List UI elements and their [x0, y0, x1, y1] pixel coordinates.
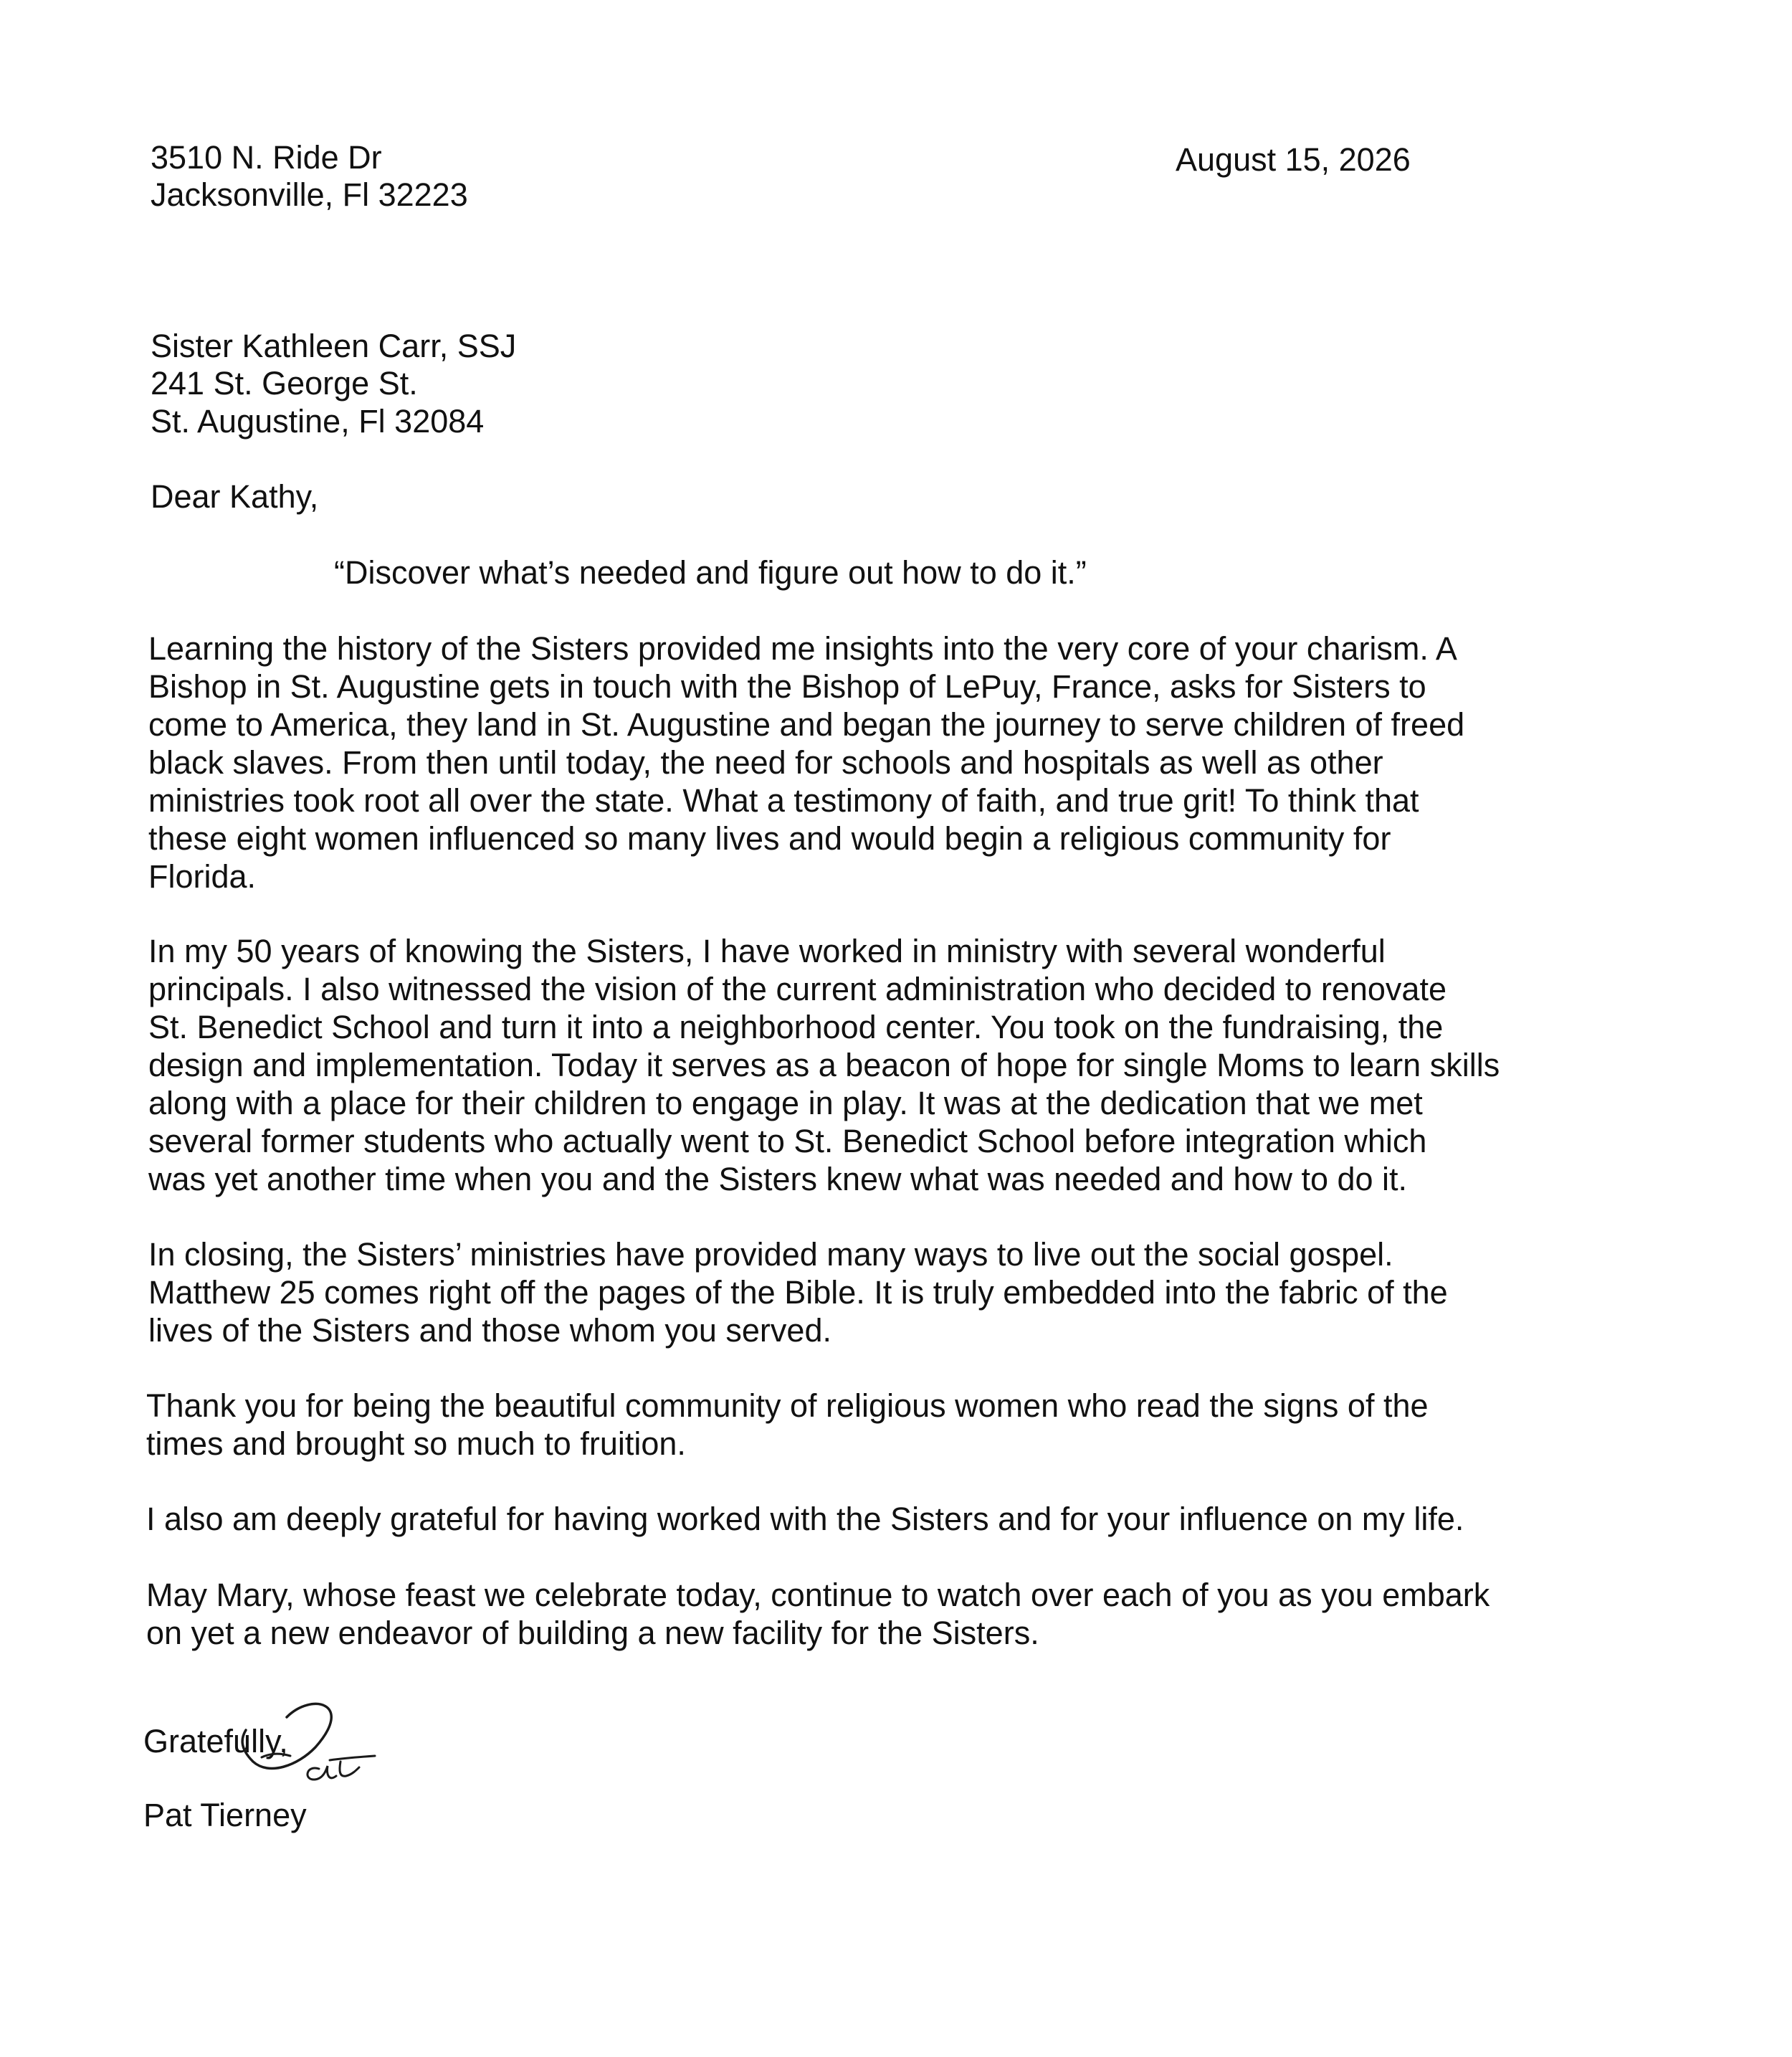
body-paragraph-gratitude: I also am deeply grateful for having worked with the Sisters and for your influence on my life.: [146, 1501, 1464, 1537]
letter-date: August 15, 2026: [1176, 141, 1411, 178]
body-paragraph-blessing: May Mary, whose feast we celebrate today, continue to watch over each of you as you embark on yet a new endeavor of building a new facility for the Sisters.: [146, 1577, 1490, 1651]
body-paragraph-history: Learning the history of the Sisters provided me insights into the very core of your charism. A Bishop in St. Augustine gets in touch with the Bishop of LePuy, France, asks for Sisters to come to America, they land in St. Augustine and began the journey to serve children of freed black slaves. From then until today, the need for schools and hospitals as well as other ministries took root all over the state. What a testimony of faith, and true grit! To think that these eight women influenced so many lives and would begin a religious community for Florida.: [148, 630, 1465, 895]
opening-quote: “Discover what’s needed and figure out how to do it.”: [334, 554, 1087, 591]
signer-name: Pat Tierney: [143, 1797, 307, 1833]
recipient-address-line1: 241 St. George St.: [151, 365, 418, 402]
closing: Gratefully,: [143, 1723, 288, 1759]
body-paragraph-thanks: Thank you for being the beautiful community of religious women who read the signs of the times and brought so much to fruition.: [146, 1387, 1429, 1462]
body-paragraph-closing: In closing, the Sisters’ ministries have provided many ways to live out the social gospel. Matthew 25 comes right off the pages of the Bible. It is truly embedded into the fabric of the lives of the Sisters and those whom you served.: [148, 1236, 1448, 1349]
recipient-name: Sister Kathleen Carr, SSJ: [151, 328, 517, 364]
sender-address-line1: 3510 N. Ride Dr: [151, 139, 382, 176]
salutation: Dear Kathy,: [151, 478, 319, 515]
sender-address-line2: Jacksonville, Fl 32223: [151, 176, 468, 213]
recipient-address-line2: St. Augustine, Fl 32084: [151, 403, 485, 440]
body-paragraph-ministry: In my 50 years of knowing the Sisters, I have worked in ministry with several wonderful principals. I also witnessed the vision of the current administration who decided to renovate St. Benedict School and turn it into a neighborhood center. You took on the fundraising, the design and implementation. Today it serves as a beacon of hope for single Moms to learn skills along with a place for their children to engage in play. It was at the dedication that we met several former students who actually went to St. Benedict School before integration which was yet another time when you and the Sisters knew what was needed and how to do it.: [148, 933, 1500, 1197]
